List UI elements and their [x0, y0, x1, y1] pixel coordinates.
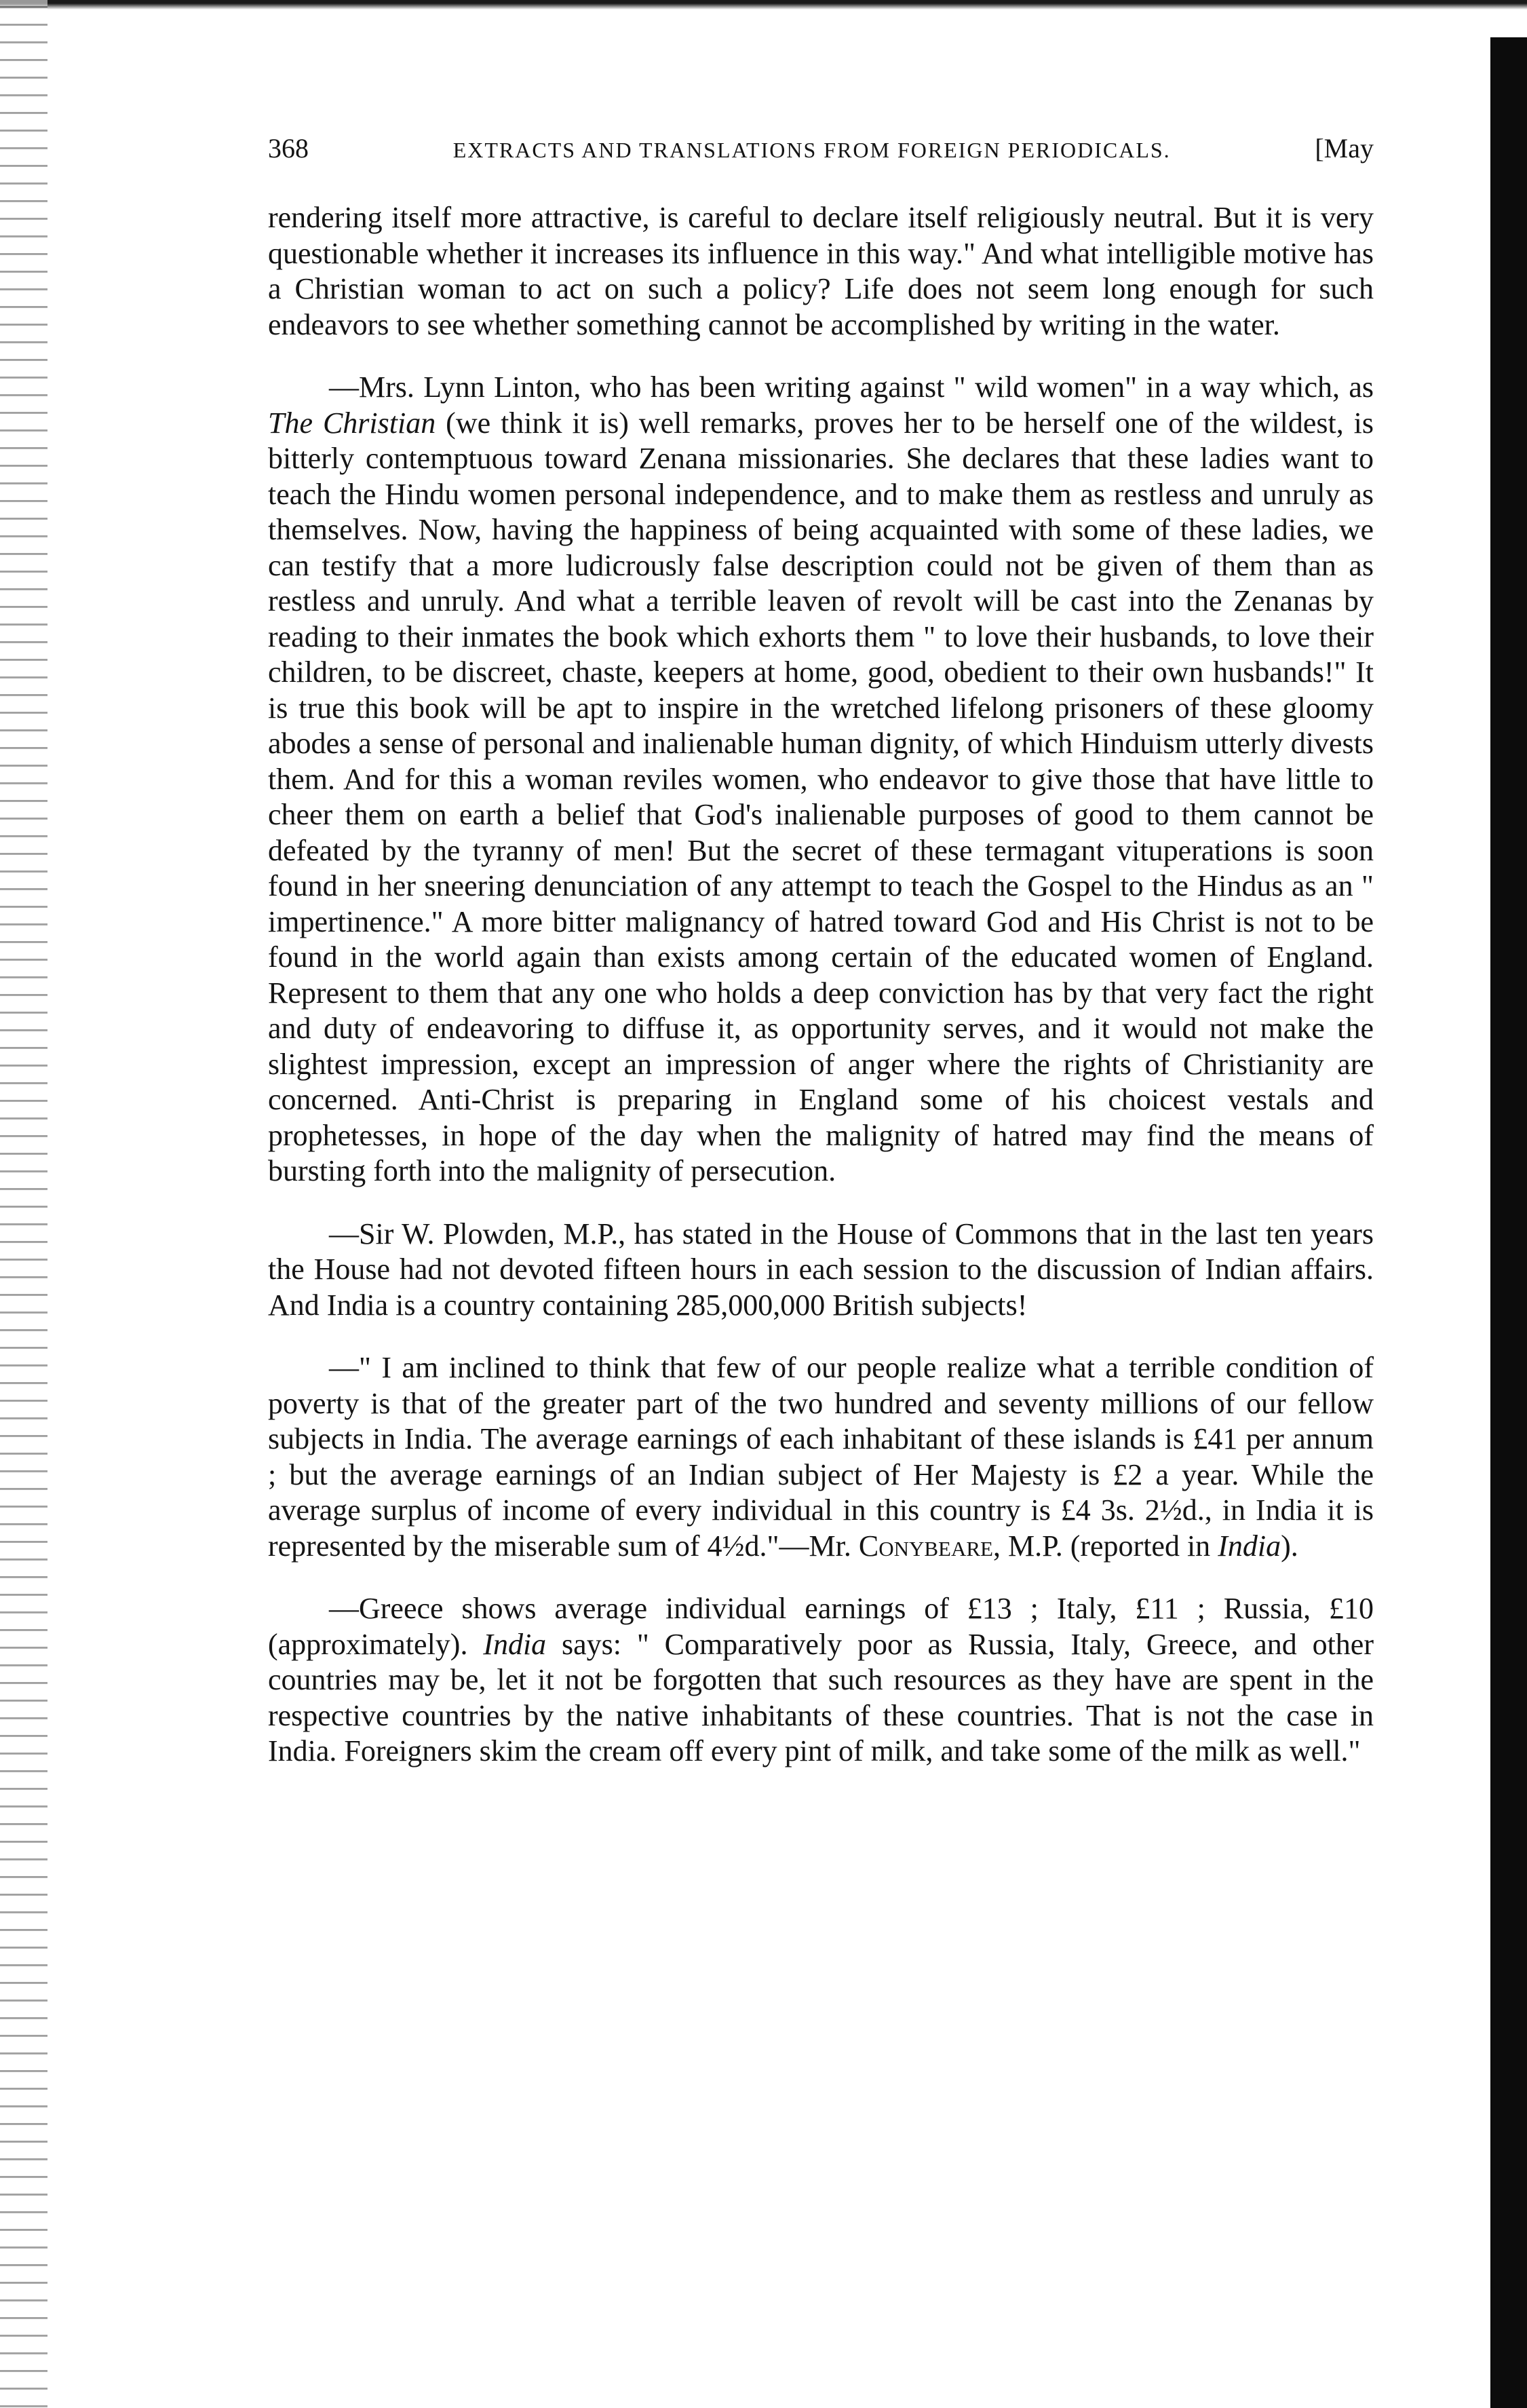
- scan-top-edge: [0, 0, 1527, 9]
- paragraph-continued: [268, 200, 1374, 343]
- paragraph-text-part: —Mrs. Lynn Linton, who has been writing against " wild women" in a way which, as: [329, 370, 1374, 404]
- paragraph-text: rendering itself more attractive, is careful to declare itself religiously neutral. But it is very questionable whether it increases its influence in this way." And what intelligible motive has a Christian woman to act on such a policy? Life does not seem long enough for such endeavors to see whether something cannot be accomplished by writing in the water.: [268, 201, 1374, 341]
- paragraph-text-part: ).: [1281, 1529, 1298, 1563]
- scan-binding-edge: [0, 0, 47, 2408]
- paragraph-text-part: , M.P. (reported in: [993, 1529, 1218, 1563]
- paragraph-text: [268, 370, 1374, 1189]
- paragraph-conybeare: [268, 1350, 1374, 1564]
- paragraph-text-part: —Greece shows average individual earnings of £13 ; Italy, £11 ; Russia, £10 (approximately).: [268, 1592, 1374, 1661]
- paragraph-text-part: —" I am inclined to think that few of our people realize what a terrible condition of poverty is that of the greater part of the two hundred and seventy millions of our fellow subjects in India. The average earnings of each inhabitant of these islands is £41 per annum ; but the average earnings of an Indian subject of Her Majesty is £2 a year. While the average surplus of income of every individual in this country is £4 3s. 2½d., in India it is represented by the miserable sum of 4½d."—Mr.: [268, 1351, 1374, 1563]
- periodical-title: The Christian: [268, 406, 436, 440]
- paragraph-text-part: says: " Comparatively poor as Russia, Italy, Greece, and other countries may be, let it not be forgotten that such resources as they have are spent in the respective countries by the native inhabitants of these countries. That is not the case in India. Foreigners skim the cream off every pint of milk, and take some of the milk as well.": [268, 1627, 1374, 1767]
- paragraph-text-part: (we think it is) well remarks, proves her to be herself one of the wildest, is bitterly contemptuous toward Zenana missionaries. She declares that these ladies want to teach the Hindu women personal independence, and to make them as restless and unruly as themselves. Now, having the happiness of being acquainted with some of these ladies, we can testify that a more ludicrously false description could not be given of them than as restless and unruly. And what a terrible leaven of revolt will be cast into the Zenanas by reading to their inmates the book which exhorts them " to love their husbands, to love their children, to be discreet, chaste, keepers at home, good, obedient to their own husbands!" It is true this book will be apt to inspire in the wretched lifelong prisoners of these gloomy abodes a sense of personal and inalienable human dignity, of which Hinduism utterly divests them. And for this a woman reviles women, who endeavor to give those that have little to cheer them on earth a belief that God's inalienable purposes of good to them cannot be defeated by the tyranny of men! But the secret of these termagant vituperations is soon found in her sneering denunciation of any attempt to teach the Gospel to the Hindus as an " impertinence." A more bitter malignancy of hatred toward God and His Christ is not to be found in the world again than exists among certain of the educated women of England. Represent to them that any one who holds a deep conviction has by that very fact the right and duty of endeavoring to diffuse it, as opportunity serves, and it would not make the slightest impression, except an impression of anger where the rights of Christianity are concerned. Anti-Christ is preparing in England some of his choicest vestals and prophetesses, in hope of the day when the malignity of hatred may find the means of bursting forth into the malignity of persecution.: [268, 406, 1374, 1187]
- paragraph-plowden: [268, 1217, 1374, 1324]
- running-title: EXTRACTS AND TRANSLATIONS FROM FOREIGN PERIODICALS.: [452, 138, 1171, 162]
- periodical-title: India: [483, 1627, 547, 1661]
- paragraph-greece: [268, 1591, 1374, 1770]
- author-name: Conybeare: [858, 1529, 993, 1563]
- month-mark: [May: [1315, 133, 1374, 164]
- scan-right-edge: [1490, 37, 1527, 2408]
- paragraph-lynn-linton: [268, 370, 1374, 1189]
- paragraph-text: —Sir W. Plowden, M.P., has stated in the House of Commons that in the last ten years the House had not devoted fifteen hours in each session to the discussion of Indian affairs. And India is a country containing 285,000,000 British subjects!: [268, 1217, 1374, 1322]
- book-page: [268, 132, 1374, 1770]
- page-number: 368: [268, 133, 309, 164]
- paragraph-text: [268, 1350, 1374, 1564]
- paragraph-text: [268, 1591, 1374, 1770]
- periodical-title: India: [1218, 1529, 1281, 1563]
- running-head: [268, 132, 1374, 173]
